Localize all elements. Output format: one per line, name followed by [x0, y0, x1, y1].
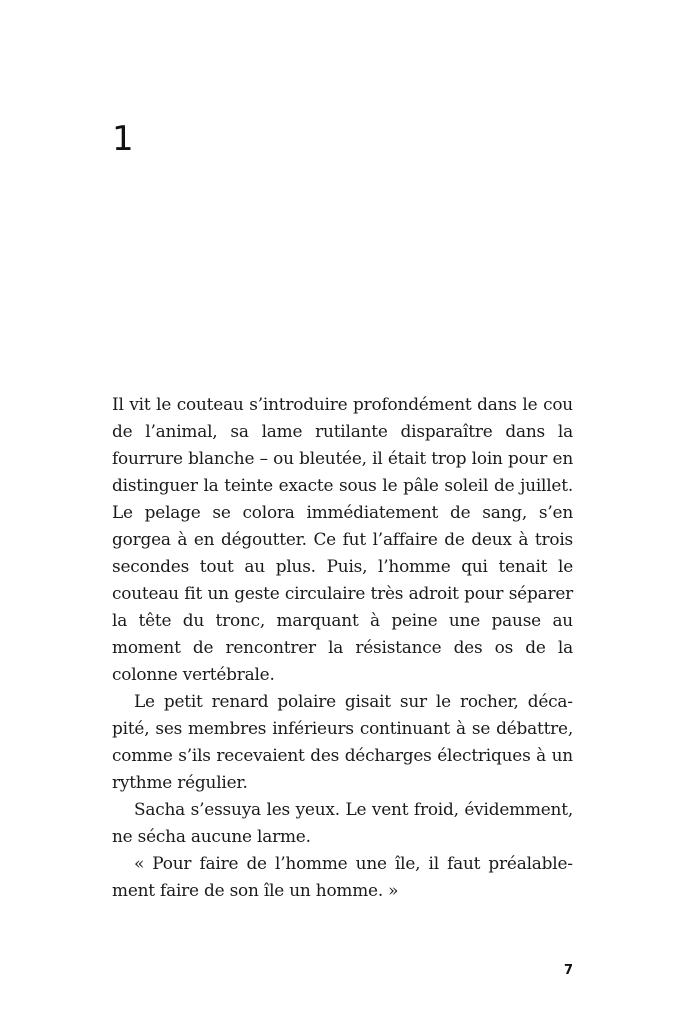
- page-number: 7: [564, 963, 574, 978]
- body-text: [112, 391, 573, 904]
- paragraph-2: Le petit renard polaire gisait sur le rocher, décapité, ses membres inférieurs continuant à se débattre, comme s’ils recevaient des décharges électriques à un rythme régulier.: [112, 691, 573, 792]
- paragraph-1: Il vit le couteau s’introduire profondément dans le cou de l’animal, sa lame rutilante disparaître dans la fourrure blanche – ou bleutée, il était trop loin pour en distinguer la teinte exacte sous le pâle soleil de juillet. Le pelage se colora immédiatement de sang, s’en gorgea à en dégoutter. Ce fut l’affaire de deux à trois secondes tout au plus. Puis, l’homme qui tenait le couteau fit un geste circulaire très adroit pour séparer la tête du tronc, marquant à peine une pause au moment de rencontrer la résistance des os de la colonne vertébrale.: [112, 394, 573, 684]
- paragraph-4: « Pour faire de l’homme une île, il faut préalablement faire de son île un homme. »: [112, 853, 573, 900]
- paragraph-3: Sacha s’essuya les yeux. Le vent froid, évidemment, ne sécha aucune larme.: [112, 799, 573, 846]
- chapter-number: 1: [112, 119, 134, 159]
